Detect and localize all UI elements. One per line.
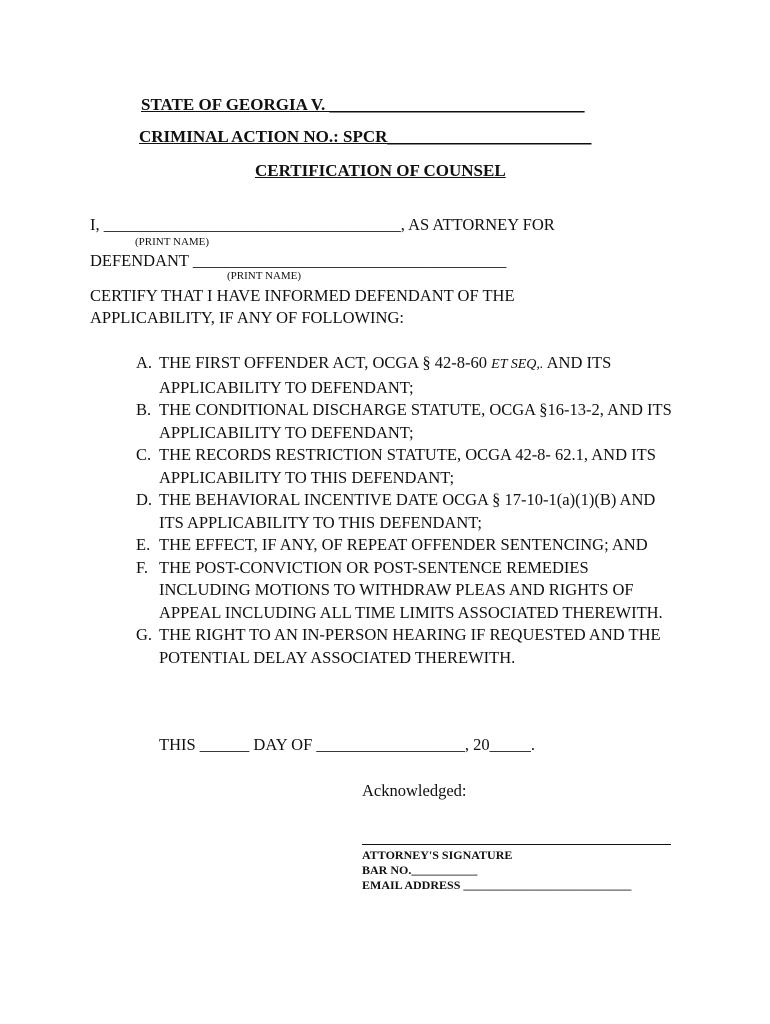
list-letter: B.	[136, 400, 152, 419]
email-address-field: EMAIL ADDRESS ____________________________	[362, 878, 632, 892]
bar-number-field: BAR NO.___________	[362, 863, 478, 877]
acknowledged-label: Acknowledged:	[362, 781, 467, 800]
print-name-label-attorney: (PRINT NAME)	[135, 236, 210, 248]
list-letter: E.	[136, 535, 151, 554]
list-letter: A.	[136, 353, 153, 372]
list-item-text: THE EFFECT, IF ANY, OF REPEAT OFFENDER SENTENCING; AND	[159, 535, 648, 554]
list-item	[136, 557, 679, 625]
attorney-signature-label: ATTORNEY'S SIGNATURE	[362, 848, 513, 862]
advisement-list	[136, 352, 679, 669]
document-title: CERTIFICATION OF COUNSEL	[255, 161, 506, 180]
criminal-action-number: CRIMINAL ACTION NO.: SPCR________________________	[139, 127, 592, 146]
et-seq-italic: ET SEQ,.	[491, 357, 544, 372]
defendant-name-line: DEFENDANT ______________________________________	[90, 251, 507, 270]
list-letter: F.	[136, 557, 148, 577]
case-caption: STATE OF GEORGIA V. ______________________________	[141, 95, 585, 114]
date-line: THIS ______ DAY OF __________________, 20_____.	[159, 735, 536, 754]
list-item-text: THE CONDITIONAL DISCHARGE STATUTE, OCGA §16-13-2, AND ITS APPLICABILITY TO DEFENDANT;	[159, 400, 672, 442]
signature-line	[362, 844, 671, 845]
list-item-text: THE FIRST OFFENDER ACT, OCGA § 42-8-60 ET SEQ,. AND ITS APPLICABILITY TO DEFENDANT;	[159, 353, 612, 397]
list-item-text: THE POST-CONVICTION OR POST-SENTENCE REMEDIES INCLUDING MOTIONS TO WITHDRAW PLEAS AND RIGHTS OF APPEAL INCLUDING ALL TIME LIMITS ASSOCIATED THEREWITH.	[159, 557, 663, 622]
applicability-statement: APPLICABILITY, IF ANY OF FOLLOWING:	[90, 308, 404, 327]
list-item	[136, 352, 679, 399]
print-name-label-defendant: (PRINT NAME)	[227, 270, 302, 282]
list-item	[136, 489, 679, 534]
list-item	[136, 534, 679, 557]
list-letter: D.	[136, 490, 153, 509]
list-item	[136, 624, 679, 669]
attorney-name-line: I, ____________________________________, AS ATTORNEY FOR	[90, 215, 555, 234]
list-item-text: THE RIGHT TO AN IN-PERSON HEARING IF REQUESTED AND THE POTENTIAL DELAY ASSOCIATED THEREWITH.	[159, 625, 661, 667]
certify-statement: CERTIFY THAT I HAVE INFORMED DEFENDANT OF THE	[90, 286, 515, 305]
list-item	[136, 444, 679, 489]
list-letter: C.	[136, 445, 152, 464]
list-letter: G.	[136, 625, 153, 644]
list-item-text: THE BEHAVIORAL INCENTIVE DATE OCGA § 17-10-1(a)(1)(B) AND ITS APPLICABILITY TO THIS DEFENDANT;	[159, 490, 656, 532]
list-item	[136, 399, 679, 444]
list-item-text: THE RECORDS RESTRICTION STATUTE, OCGA 42-8- 62.1, AND ITS APPLICABILITY TO THIS DEFENDANT;	[159, 445, 656, 487]
